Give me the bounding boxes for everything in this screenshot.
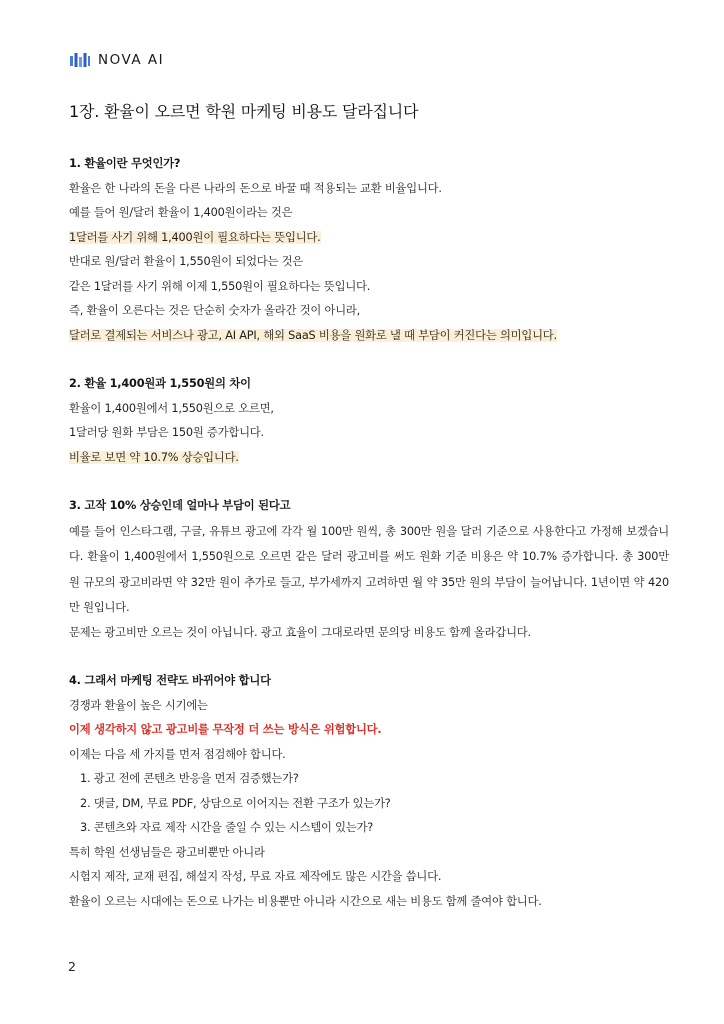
highlighted-line: 달러로 결제되는 서비스나 광고, AI API, 해외 SaaS 비용을 원화로 낼 때 부담이 커진다는 의미입니다. (69, 328, 557, 342)
nova-logo-icon (70, 52, 90, 68)
section-heading: 1. 환율이란 무엇인가? (69, 157, 181, 170)
body-line: 예를 들어 원/달러 환율이 1,400원이라는 것은 (69, 206, 293, 219)
body-line: 특히 학원 선생님들은 광고비뿐만 아니라 (69, 845, 265, 859)
section-heading: 2. 환율 1,400원과 1,550원의 차이 (69, 377, 251, 390)
list-item: 3. 콘텐츠와 자료 제작 시간을 줄일 수 있는 시스템이 있는가? (80, 821, 374, 834)
chapter-title: 1장. 환율이 오르면 학원 마케팅 비용도 달라집니다 (69, 102, 419, 121)
list-item: 1. 광고 전에 콘텐츠 반응을 먼저 검증했는가? (80, 772, 299, 785)
highlighted-line: 1달러를 사기 위해 1,400원이 필요하다는 뜻입니다. (69, 230, 321, 244)
section-heading: 4. 그래서 마케팅 전략도 바뀌어야 합니다 (69, 674, 271, 687)
body-line: 문제는 광고비만 오르는 것이 아닙니다. 광고 효율이 그대로라면 문의당 비용도 함께 올라갑니다. (69, 625, 531, 639)
body-paragraph: 예를 들어 인스타그램, 구글, 유튜브 광고에 각각 월 100만 원씩, 총 300만 원을 달러 기준으로 사용한다고 가정해 보겠습니다. 환율이 1,400원에서 1,550원으로 오르면 같은 달러 광고비를 써도 원화 기준 비용은 약 10.7% 증가합니다. 총 300만 원 규모의 광고비라면 약 32만 원이 추가로 들고, 부가세까지 고려하면 월 약 35만 원의 부담이 늘어납니다. 1년이면 약 420만 원입니다. (69, 524, 669, 614)
body-line: 시험지 제작, 교재 편집, 해설지 작성, 무료 자료 제작에도 많은 시간을 씁니다. (69, 870, 442, 883)
header (70, 52, 164, 68)
page-number: 2 (68, 959, 76, 974)
section-heading: 3. 고작 10% 상승인데 얼마나 부담이 된다고 (69, 499, 291, 512)
body-line: 환율이 1,400원에서 1,550원으로 오르면, (69, 401, 274, 415)
body-line: 같은 1달러를 사기 위해 이제 1,550원이 필요하다는 뜻입니다. (69, 279, 371, 293)
body-line: 즉, 환율이 오른다는 것은 단순히 숫자가 올라간 것이 아니라, (69, 304, 361, 317)
brand-name: NOVA AI (98, 52, 165, 68)
body-line: 1달러당 원화 부담은 150원 증가합니다. (69, 426, 264, 439)
body-line: 환율이 오르는 시대에는 돈으로 나가는 비용뿐만 아니라 시간으로 새는 비용도 함께 줄여야 합니다. (69, 894, 542, 908)
highlighted-line: 비율로 보면 약 10.7% 상승입니다. (69, 450, 239, 464)
body-line: 환율은 한 나라의 돈을 다른 나라의 돈으로 바꿀 때 적용되는 교환 비율입니다. (69, 181, 442, 195)
list-item: 2. 댓글, DM, 무료 PDF, 상담으로 이어지는 전환 구조가 있는가? (80, 796, 391, 810)
body-line: 이제는 다음 세 가지를 먼저 점검해야 합니다. (69, 747, 286, 761)
body-line: 경쟁과 환율이 높은 시기에는 (69, 698, 208, 712)
body-line: 반대로 원/달러 환율이 1,550원이 되었다는 것은 (69, 255, 304, 268)
document-body (69, 152, 669, 914)
warning-line: 이제 생각하지 않고 광고비를 무작정 더 쓰는 방식은 위험합니다. (69, 723, 382, 736)
